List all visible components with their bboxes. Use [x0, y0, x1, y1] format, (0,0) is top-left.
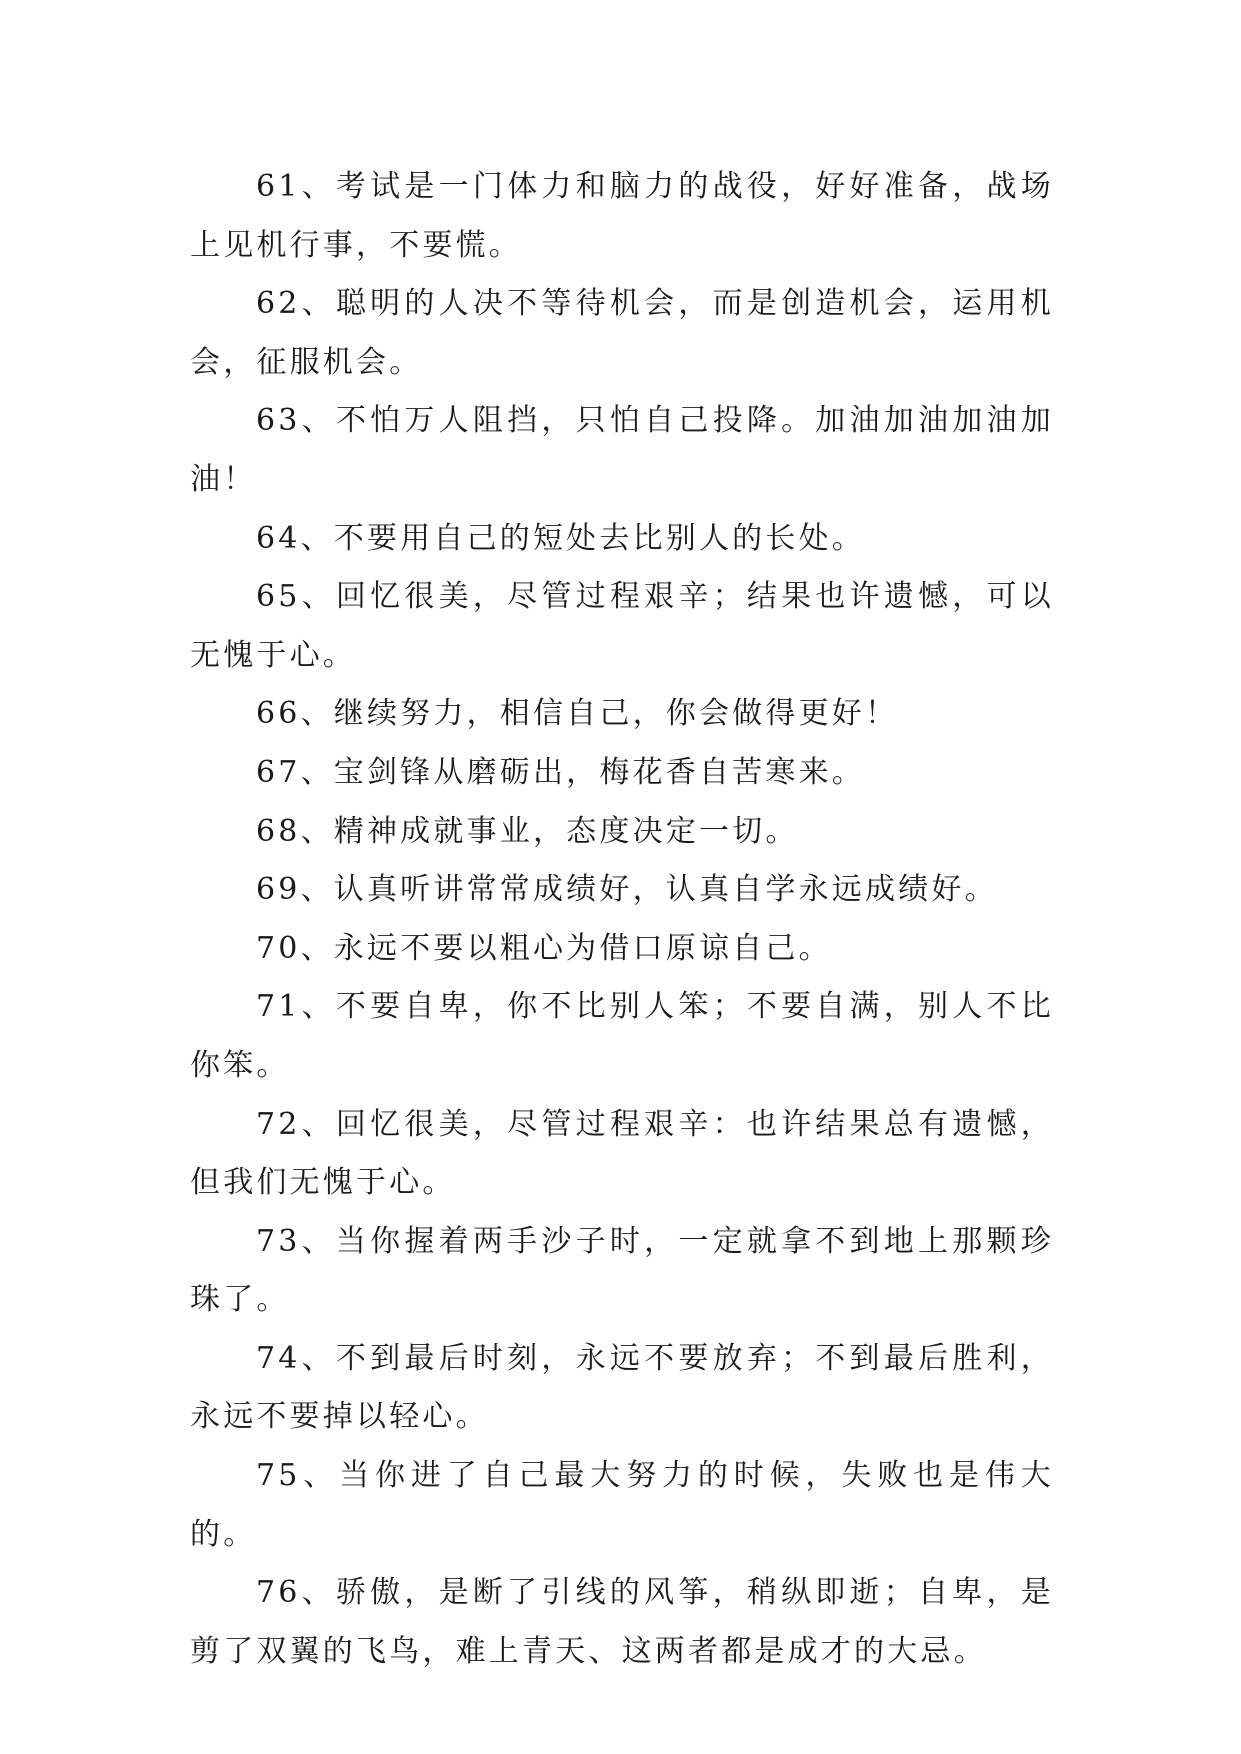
paragraph-72: 72、回忆很美，尽管过程艰辛：也许结果总有遗憾，但我们无愧于心。 — [190, 1106, 1054, 1201]
paragraph-73: 73、当你握着两手沙子时，一定就拿不到地上那颗珍珠了。 — [190, 1223, 1054, 1318]
paragraph-69: 69、认真听讲常常成绩好，认真自学永远成绩好。 — [256, 872, 998, 908]
paragraph-75: 75、当你进了自己最大努力的时候，失败也是伟大的。 — [190, 1458, 1054, 1552]
paragraph-65: 65、回忆很美，尽管过程艰辛；结果也许遗憾，可以无愧于心。 — [190, 579, 1054, 673]
paragraph-76: 76、骄傲，是断了引线的风筝，稍纵即逝；自卑，是剪了双翼的飞鸟，难上青天、这两者都是成才的大忌。 — [190, 1575, 1054, 1669]
paragraph-66: 66、继续努力，相信自己，你会做得更好！ — [256, 696, 899, 732]
paragraph-70: 70、永远不要以粗心为借口原谅自己。 — [256, 930, 832, 966]
paragraph-67: 67、宝剑锋从磨砺出，梅花香自苦寒来。 — [256, 754, 865, 790]
paragraph-64: 64、不要用自己的短处去比别人的长处。 — [256, 520, 865, 556]
document-body — [190, 158, 1054, 1681]
paragraph-68: 68、精神成就事业，态度决定一切。 — [256, 813, 799, 849]
paragraph-61: 61、考试是一门体力和脑力的战役，好好准备，战场上见机行事，不要慌。 — [190, 169, 1054, 263]
paragraph-63: 63、不怕万人阻挡，只怕自己投降。加油加油加油加油！ — [190, 403, 1054, 497]
paragraph-71: 71、不要自卑，你不比别人笨；不要自满，别人不比你笨。 — [190, 989, 1054, 1083]
paragraph-62: 62、聪明的人决不等待机会，而是创造机会，运用机会，征服机会。 — [190, 286, 1054, 380]
paragraph-74: 74、不到最后时刻，永远不要放弃；不到最后胜利，永远不要掉以轻心。 — [190, 1340, 1054, 1435]
